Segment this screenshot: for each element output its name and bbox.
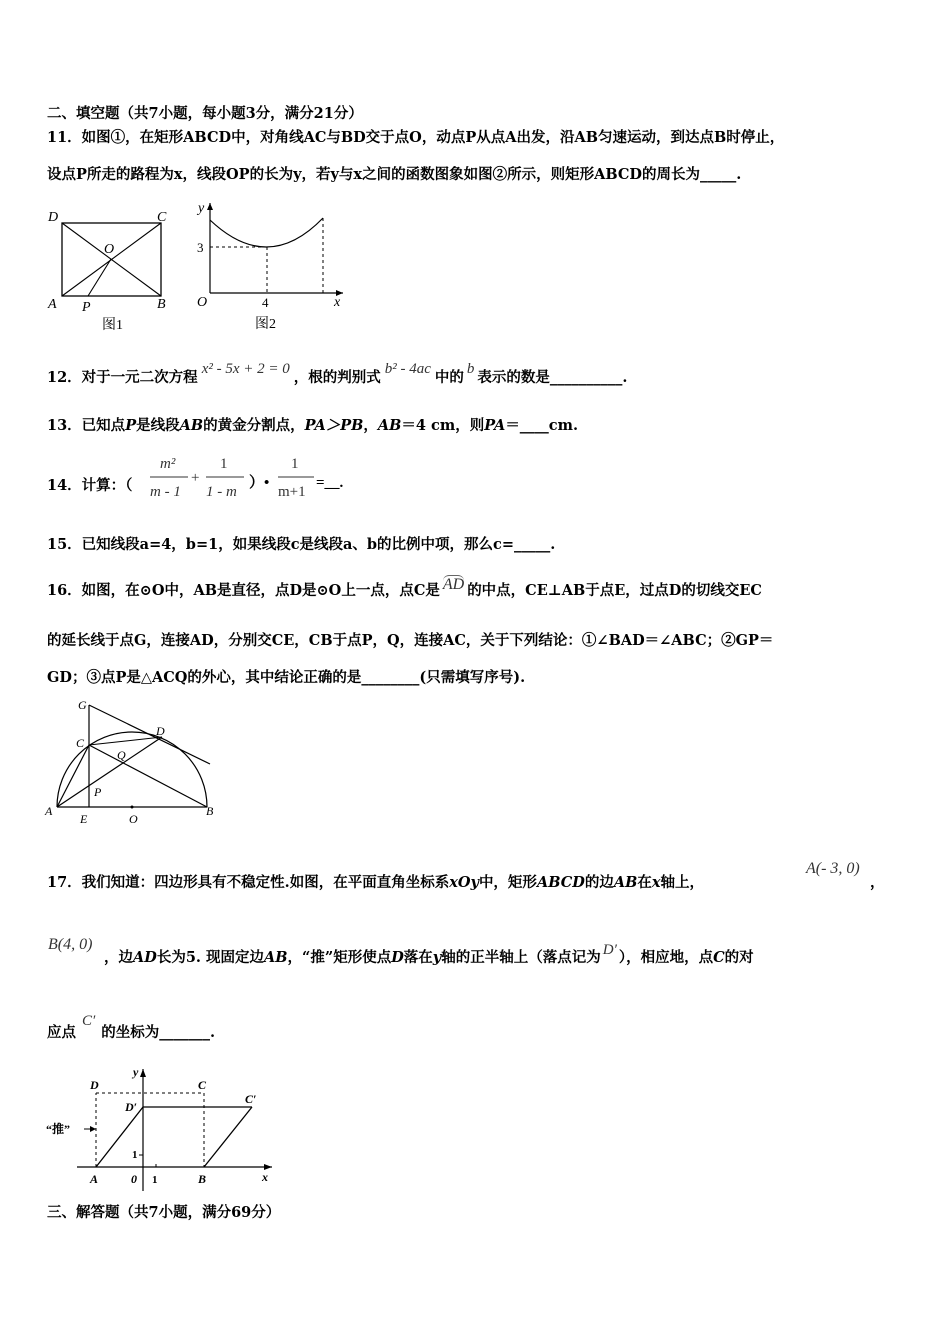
q17-text8: ，“推”矩形使点: [287, 949, 392, 966]
fig1-label-a: A: [48, 297, 57, 312]
q17-comma: ，: [870, 874, 885, 891]
q17-label-b: B: [198, 1172, 207, 1186]
q12-discriminant: b² - 4ac: [384, 361, 431, 377]
q17-label-x: x: [262, 1170, 268, 1184]
fig2-label-x: x: [334, 295, 341, 310]
q17-text10: 轴的正半轴上（落点记为: [441, 949, 601, 966]
q13-ab: AB: [179, 417, 204, 434]
q16-label-q: Q: [117, 748, 126, 762]
q16-line3: GD；③点P是△ACQ的外心，其中结论正确的是________(只需填写序号).: [47, 669, 526, 686]
q13-text6: ＝____cm.: [505, 417, 579, 434]
q17-text7: 长为5. 现固定边: [156, 949, 265, 966]
fig2-label-y: y: [198, 201, 205, 216]
q17-ab2: AB: [264, 949, 288, 966]
q17-line2: [104, 942, 754, 968]
q17-text14: 的坐标为_______.: [101, 1024, 216, 1041]
q14-expression: [148, 452, 358, 504]
q17-text4: 在: [637, 874, 652, 891]
q17-abcd: ABCD: [536, 874, 585, 891]
q17-label-d: D: [90, 1078, 99, 1092]
q12-mid1: ，根的判别式: [293, 369, 381, 386]
q13-condition: PA＞PB: [304, 417, 364, 434]
fig2-caption: 图2: [255, 317, 276, 332]
q11-line1: 11．如图①，在矩形ABCD中，对角线AC与BD交于点O，动点P从点A出发，沿AB匀速运动，到达点B时停止，: [47, 129, 785, 146]
q14-den3: m+1: [278, 484, 306, 500]
section3-header: 三、解答题（共7小题，满分69分）: [47, 1204, 281, 1221]
q16-line1-part1: 16．如图，在⊙O中，AB是直径，点D是⊙O上一点，点C是: [47, 582, 440, 599]
q17-d: D: [391, 949, 404, 966]
q14-suffix: =__.: [316, 475, 344, 491]
q14-prefix: 14．计算：（: [47, 477, 133, 494]
q13-text4: ，: [363, 417, 378, 434]
q17-b-coord: B(4, 0): [48, 936, 93, 953]
q13-text3: 的黄金分割点，: [203, 417, 305, 434]
q17-x: x: [651, 874, 661, 891]
q17-line3: [47, 1013, 216, 1043]
q16-figure: [42, 697, 222, 829]
q17-text1: 17．我们知道：四边形具有不稳定性.如图，在平面直角坐标系: [47, 874, 450, 891]
fig1-label-p: P: [82, 300, 91, 315]
q17-line1: [47, 873, 704, 893]
fig1-label-b: B: [157, 297, 166, 312]
q17-text12: 的对: [724, 949, 754, 966]
q13-p: P: [125, 417, 137, 434]
q17-text2: 中，矩形: [478, 874, 537, 891]
q12-equation: x² - 5x + 2 = 0: [201, 361, 290, 377]
q17-label-y: y: [133, 1065, 139, 1079]
q14-num1: m²: [160, 456, 176, 472]
q13-pa: PA: [484, 417, 506, 434]
q12-suffix: 表示的数是__________.: [477, 369, 628, 386]
q12-prefix: 12．对于一元二次方程: [47, 369, 198, 386]
q17-label-push: “推”: [46, 1122, 71, 1136]
q13-text1: 13．已知点: [47, 417, 126, 434]
q17-dprime: D′: [602, 942, 617, 958]
q17-text13: 应点: [47, 1024, 76, 1041]
q17-text6: ，边: [104, 949, 133, 966]
q11-figure2: [193, 200, 348, 335]
q17-xoy: xOy: [449, 874, 479, 891]
fig1-label-c: C: [157, 210, 167, 225]
q17-label-a: A: [90, 1172, 99, 1186]
q17-ad: AD: [133, 949, 157, 966]
q16-line1-part2: 的中点，CE⊥AB于点E，过点D的切线交EC: [467, 582, 762, 599]
q14-den2: 1 - m: [206, 484, 237, 500]
q13-line: [47, 416, 578, 436]
q16-label-d: D: [156, 724, 165, 738]
q16-arc-ad: AD: [442, 576, 465, 593]
q12-b: b: [466, 361, 475, 377]
q17-ab: AB: [613, 874, 638, 891]
fig2-label-o: O: [197, 295, 208, 310]
fig2-label-4: 4: [262, 295, 269, 310]
q13-text2: 是线段: [136, 417, 180, 434]
q13-text5: ＝4 cm，则: [401, 417, 485, 434]
q17-text9: 落在: [403, 949, 433, 966]
q17-label-dprime: D′: [125, 1100, 138, 1114]
q16-label-c: C: [76, 736, 85, 750]
q16-line1: [47, 576, 762, 601]
fig1-label-o: O: [104, 242, 115, 257]
q17-label-origin: 0: [131, 1172, 137, 1186]
q16-label-g: G: [78, 698, 87, 712]
q17-label-cprime: C′: [245, 1092, 257, 1106]
q15-line: 15．已知线段a=4，b=1，如果线段c是线段a、b的比例中项，那么c=_____.: [47, 536, 556, 553]
q11-line2: 设点P所走的路程为x，线段OP的长为y，若y与x之间的函数图象如图②所示，则矩形ABCD的周长为_____.: [47, 166, 742, 183]
fig2-label-3: 3: [197, 240, 204, 255]
q16-label-p: P: [94, 785, 102, 799]
q12-line: [47, 361, 628, 388]
q17-text5: 轴上，: [660, 874, 704, 891]
q17-label-c: C: [198, 1078, 207, 1092]
fig1-caption: 图1: [102, 318, 123, 333]
q17-label-y1: 1: [132, 1149, 138, 1161]
q17-a-coord: A(- 3, 0): [806, 860, 860, 877]
q13-ab2: AB: [377, 417, 402, 434]
q14-plus: +: [191, 470, 200, 486]
section2-header: 二、填空题（共7小题，每小题3分，满分21分）: [47, 105, 363, 122]
q16-label-a: A: [45, 804, 53, 818]
q16-line2: 的延长线于点G，连接AD，分别交CE，CB于点P，Q，连接AC，关于下列结论：①∠BAD＝∠ABC；②GP＝: [47, 632, 774, 649]
q14-den1: m - 1: [150, 484, 181, 500]
q17-c: C: [713, 949, 725, 966]
q16-label-o: O: [129, 812, 138, 826]
fig1-label-d: D: [48, 210, 59, 225]
q17-text3: 的边: [584, 874, 614, 891]
q17-y: y: [432, 949, 442, 966]
q16-label-e: E: [80, 812, 88, 826]
q14-close: ）•: [249, 475, 270, 491]
q14-num2: 1: [220, 456, 228, 472]
q16-label-b: B: [206, 804, 214, 818]
q17-figure: [44, 1063, 280, 1193]
q17-label-x1: 1: [152, 1174, 158, 1186]
q11-figure1: [46, 205, 181, 335]
q17-cprime: C′: [82, 1013, 96, 1029]
q12-mid2: 中的: [434, 369, 464, 386]
q17-text11: ），相应地，点: [618, 949, 714, 966]
q14-num3: 1: [291, 456, 299, 472]
